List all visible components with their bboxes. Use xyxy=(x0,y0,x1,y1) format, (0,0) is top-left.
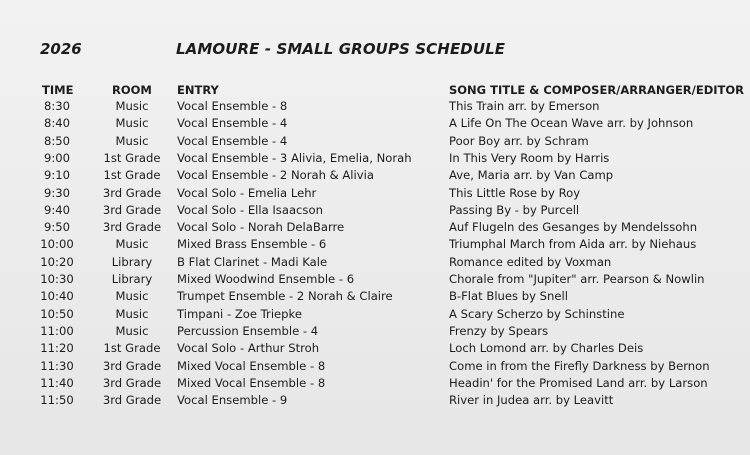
table-row xyxy=(0,393,750,410)
room-cell: Music xyxy=(115,99,149,113)
entry-cell: Vocal Solo - Norah DelaBarre xyxy=(177,220,345,235)
entry-cell: Vocal Solo - Arthur Stroh xyxy=(177,341,320,356)
room-cell: Music xyxy=(115,323,149,338)
entry-cell: Vocal Solo - Ella Isaacson xyxy=(177,202,323,217)
table-row xyxy=(0,307,750,324)
room-cell: 3rd Grade xyxy=(102,202,162,217)
time-cell: 9:50 xyxy=(43,220,71,235)
column-header-room: ROOM xyxy=(112,83,152,97)
room-cell: 1st Grade xyxy=(103,341,161,356)
entry-cell: Vocal Ensemble - 2 Norah & Alivia xyxy=(177,168,374,183)
time-cell: 11:00 xyxy=(40,323,74,338)
song-cell: Triumphal March from Aida arr. by Niehaus xyxy=(449,237,697,252)
entry-cell: Vocal Ensemble - 4 xyxy=(177,133,288,148)
song-cell: Ave, Maria arr. by Van Camp xyxy=(449,168,614,183)
song-cell: B-Flat Blues by Snell xyxy=(449,289,568,304)
entry-cell: B Flat Clarinet - Madi Kale xyxy=(177,254,328,269)
entry-cell: Vocal Solo - Emelia Lehr xyxy=(177,185,317,200)
time-cell: 8:30 xyxy=(43,99,71,113)
table-row xyxy=(0,255,750,272)
table-row xyxy=(0,376,750,393)
time-cell: 8:50 xyxy=(43,133,71,148)
time-cell: 11:20 xyxy=(40,341,74,356)
song-cell: Headin' for the Promised Land arr. by Larson xyxy=(449,375,708,390)
entry-cell: Vocal Ensemble - 4 xyxy=(177,116,288,131)
time-cell: 9:00 xyxy=(43,150,71,165)
room-cell: 1st Grade xyxy=(103,168,161,183)
room-cell: Music xyxy=(115,289,149,304)
room-cell: Music xyxy=(115,306,149,321)
song-cell: A Scary Scherzo by Schinstine xyxy=(449,306,625,321)
table-row xyxy=(0,186,750,203)
table-row xyxy=(0,168,750,185)
table-row xyxy=(0,203,750,220)
table-row xyxy=(0,116,750,133)
table-row xyxy=(0,134,750,151)
song-cell: In This Very Room by Harris xyxy=(449,150,610,165)
table-row xyxy=(0,151,750,168)
entry-cell: Mixed Brass Ensemble - 6 xyxy=(177,237,327,252)
entry-cell: Vocal Ensemble - 9 xyxy=(177,393,288,408)
room-cell: 3rd Grade xyxy=(102,220,162,235)
table-row xyxy=(0,220,750,237)
song-cell: Frenzy by Spears xyxy=(449,323,549,338)
time-cell: 11:50 xyxy=(40,393,74,408)
room-cell: Library xyxy=(111,272,153,286)
table-row xyxy=(0,272,750,289)
room-cell: Music xyxy=(115,133,149,148)
page-title: LAMOURE - SMALL GROUPS SCHEDULE xyxy=(176,40,506,58)
entry-cell: Timpani - Zoe Triepke xyxy=(177,306,302,321)
entry-cell: Mixed Vocal Ensemble - 8 xyxy=(177,358,326,373)
time-cell: 9:40 xyxy=(43,202,71,217)
song-cell: Come in from the Firefly Darkness by Bernon xyxy=(449,358,710,373)
entry-cell: Mixed Vocal Ensemble - 8 xyxy=(177,375,326,390)
time-cell: 11:40 xyxy=(40,375,74,390)
table-row xyxy=(0,341,750,358)
table-row xyxy=(0,324,750,341)
year-label: 2026 xyxy=(40,40,82,58)
song-cell: Romance edited by Voxman xyxy=(449,254,612,269)
table-row xyxy=(0,99,750,116)
time-cell: 10:20 xyxy=(40,254,74,269)
room-cell: 3rd Grade xyxy=(102,358,162,373)
song-cell: Loch Lomond arr. by Charles Deis xyxy=(449,341,644,356)
song-cell: Chorale from "Jupiter" arr. Pearson & Nowlin xyxy=(449,272,705,286)
room-cell: 3rd Grade xyxy=(102,375,162,390)
time-cell: 11:30 xyxy=(40,358,74,373)
song-cell: Auf Flugeln des Gesanges by Mendelssohn xyxy=(449,220,698,235)
room-cell: Music xyxy=(115,237,149,252)
column-header-entry: ENTRY xyxy=(177,83,219,97)
time-cell: 10:30 xyxy=(40,272,74,286)
table-row xyxy=(0,289,750,306)
song-cell: Passing By - by Purcell xyxy=(449,202,580,217)
entry-cell: Mixed Woodwind Ensemble - 6 xyxy=(177,272,355,286)
table-row xyxy=(0,359,750,376)
column-header-time: TIME xyxy=(42,83,74,97)
entry-cell: Percussion Ensemble - 4 xyxy=(177,323,319,338)
column-header-song: SONG TITLE & COMPOSER/ARRANGER/EDITOR xyxy=(449,83,745,97)
song-cell: This Train arr. by Emerson xyxy=(449,99,600,113)
entry-cell: Vocal Ensemble - 3 Alivia, Emelia, Norah xyxy=(177,150,412,165)
time-cell: 10:40 xyxy=(40,289,74,304)
time-cell: 9:30 xyxy=(43,185,71,200)
time-cell: 9:10 xyxy=(43,168,71,183)
entry-cell: Trumpet Ensemble - 2 Norah & Claire xyxy=(177,289,393,304)
song-cell: River in Judea arr. by Leavitt xyxy=(449,393,614,408)
song-cell: Poor Boy arr. by Schram xyxy=(449,133,589,148)
room-cell: Music xyxy=(115,116,149,131)
song-cell: This Little Rose by Roy xyxy=(449,185,581,200)
time-cell: 8:40 xyxy=(43,116,71,131)
room-cell: 3rd Grade xyxy=(102,185,162,200)
song-cell: A Life On The Ocean Wave arr. by Johnson xyxy=(449,116,694,131)
time-cell: 10:50 xyxy=(40,306,74,321)
room-cell: Library xyxy=(111,254,153,269)
entry-cell: Vocal Ensemble - 8 xyxy=(177,99,288,113)
table-row xyxy=(0,237,750,254)
time-cell: 10:00 xyxy=(40,237,74,252)
room-cell: 1st Grade xyxy=(103,150,161,165)
room-cell: 3rd Grade xyxy=(102,393,162,408)
